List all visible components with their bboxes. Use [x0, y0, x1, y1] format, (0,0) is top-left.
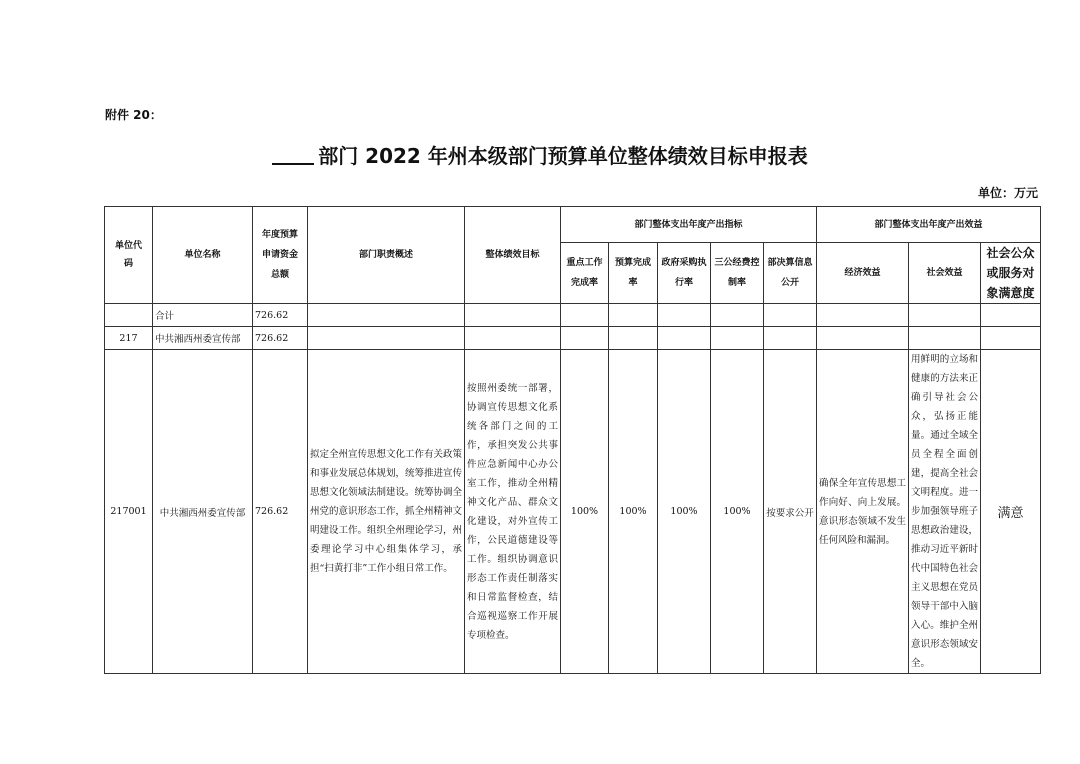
cell-code: [105, 304, 153, 327]
th-goal: 整体绩效目标: [465, 207, 561, 304]
table-row-department: [105, 327, 1041, 350]
cell-economic: 确保全年宣传思想工作向好、向上发展。意识形态领域不发生任何风险和漏洞。: [817, 350, 909, 674]
cell-goal: 按照州委统一部署，协调宣传思想文化系统各部门之间的工作，承担突发公共事件应急新闻中心办公室工作，推动全州精神文化产品、群众文化建设，对外宣传工作，公民道德建设等工作。组织协调意识形态工作责任制落实和日常监督检查，结合巡视巡察工作开展专项检查。: [465, 350, 561, 674]
cell-procurement: 100%: [658, 350, 711, 674]
header-row-1: [105, 207, 1041, 243]
th-satisfaction: 社会公众或服务对象满意度: [981, 243, 1041, 304]
cell-duties: 拟定全州宣传思想文化工作有关政策和事业发展总体规划，统筹推进宣传思想文化领域法制建设。统筹协调全州党的意识形态工作，抓全州精神文明建设工作。组织全州理论学习，州委理论学习中心组集体学习，承担“扫黄打非”工作小组日常工作。: [308, 350, 465, 674]
cell-social: 用鲜明的立场和健康的方法来正确引导社会公众，弘扬正能量。通过全域全员全程全面创建，提高全社会文明程度。进一步加强领导班子思想政治建设，推动习近平新时代中国特色社会主义思想在党员领导干部中入脑入心。维护全州意识形态领域安全。: [909, 350, 981, 674]
th-benefit-group: 部门整体支出年度产出效益: [817, 207, 1041, 243]
th-duties: 部门职责概述: [308, 207, 465, 304]
attachment-label: 附件 20：: [105, 108, 162, 122]
th-three-public: 三公经费控制率: [711, 243, 764, 304]
cell-key-work: 100%: [561, 350, 609, 674]
cell-three-public: 100%: [711, 350, 764, 674]
cell-budget-rate: 100%: [609, 350, 658, 674]
cell-budget: 726.62: [253, 350, 308, 674]
table-row-total: [105, 304, 1041, 327]
th-output-group: 部门整体支出年度产出指标: [561, 207, 817, 243]
cell-budget: 726.62: [253, 327, 308, 350]
cell-budget: 726.62: [253, 304, 308, 327]
page-title: [0, 140, 1080, 169]
th-economic: 经济效益: [817, 243, 909, 304]
cell-name: 合计: [153, 304, 253, 327]
table-row-unit: [105, 350, 1041, 674]
th-key-work: 重点工作完成率: [561, 243, 609, 304]
cell-satisfaction: 满意: [981, 350, 1041, 674]
title-text: 部门 2022 年州本级部门预算单位整体绩效目标申报表: [318, 144, 808, 168]
performance-table: [104, 206, 1041, 674]
th-disclosure: 部决算信息公开: [764, 243, 817, 304]
th-social: 社会效益: [909, 243, 981, 304]
th-code: 单位代码: [105, 207, 153, 304]
cell-code: 217: [105, 327, 153, 350]
title-blank-line: [272, 145, 314, 165]
cell-name: 中共湘西州委宣传部: [153, 350, 253, 674]
cell-disclosure: 按要求公开: [764, 350, 817, 674]
cell-name: 中共湘西州委宣传部: [153, 327, 253, 350]
th-budget: 年度预算申请资金总额: [253, 207, 308, 304]
th-name: 单位名称: [153, 207, 253, 304]
cell-code: 217001: [105, 350, 153, 674]
th-procurement: 政府采购执行率: [658, 243, 711, 304]
unit-label: 单位：万元: [977, 186, 1038, 200]
th-budget-rate: 预算完成率: [609, 243, 658, 304]
